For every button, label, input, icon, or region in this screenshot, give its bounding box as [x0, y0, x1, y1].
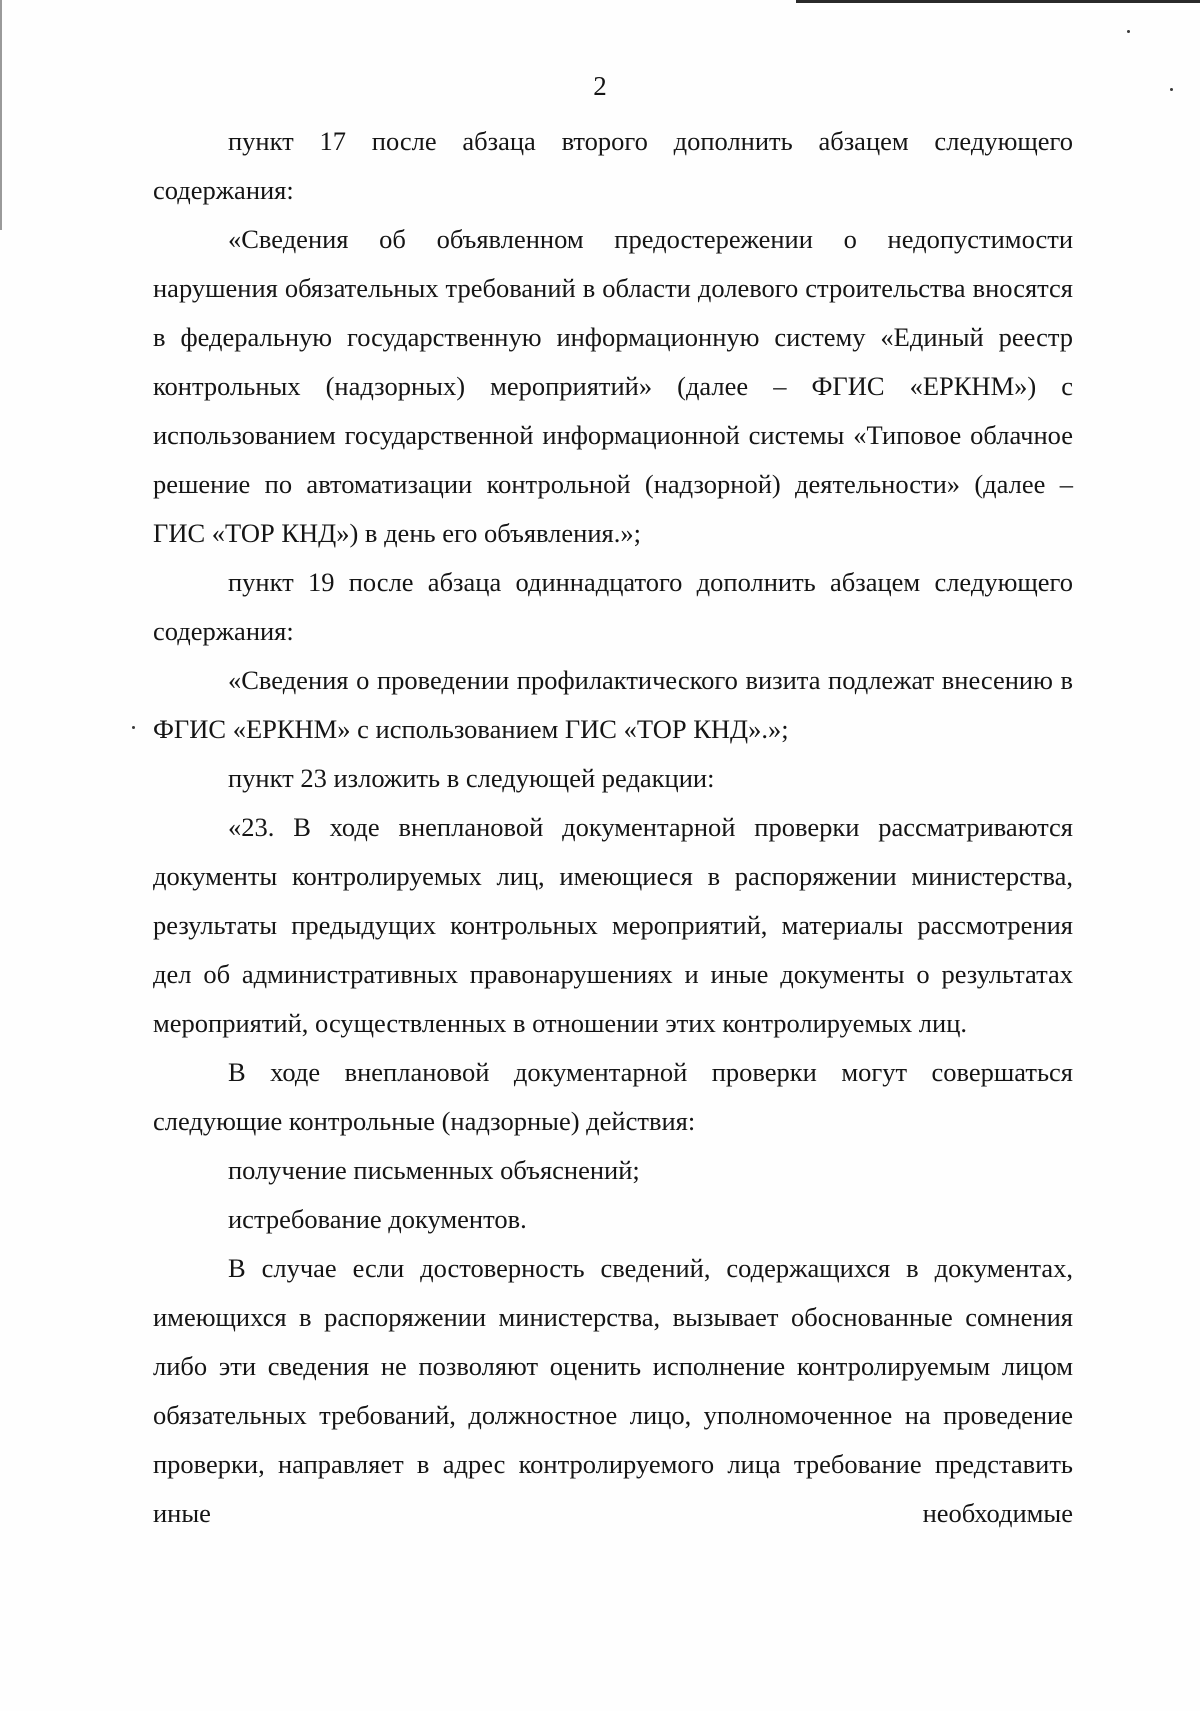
- scan-speck: [132, 726, 135, 729]
- paragraph: В ходе внеплановой документарной проверки могут совершаться следующие контрольные (надзорные) действия:: [153, 1057, 1073, 1136]
- paragraph: В случае если достоверность сведений, содержащихся в документах, имеющихся в распоряжении министерства, вызывает обоснованные сомнения либо эти сведения не позволяют оценить исполнение контролируемым лицом обязательных требований, должностное лицо, уполномоченное на проведение проверки, направляет в адрес контролируемого лица требование представить иные необходимые: [153, 1253, 1073, 1528]
- paragraph: «23. В ходе внеплановой документарной проверки рассматриваются документы контролируемых лиц, имеющиеся в распоряжении министерства, результаты предыдущих контрольных мероприятий, материалы рассмотрения дел об административных правонарушениях и иные документы о результатах мероприятий, осуществленных в отношении этих контролируемых лиц.: [153, 812, 1073, 1038]
- paragraph: пункт 19 после абзаца одиннадцатого дополнить абзацем следующего содержания:: [153, 567, 1073, 646]
- page-number: 2: [593, 71, 607, 101]
- paragraph: пункт 17 после абзаца второго дополнить абзацем следующего содержания:: [153, 126, 1073, 205]
- paragraph: пункт 23 изложить в следующей редакции:: [228, 763, 715, 793]
- document-body: [153, 117, 1073, 1538]
- scan-speck: [1127, 30, 1130, 33]
- scan-edge-shadow: [0, 0, 2, 230]
- paragraph: истребование документов.: [228, 1204, 527, 1234]
- paragraph: «Сведения о проведении профилактического визита подлежат внесению в ФГИС «ЕРКНМ» с использованием ГИС «ТОР КНД».»;: [153, 665, 1073, 744]
- paragraph: «Сведения об объявленном предостережении о недопустимости нарушения обязательных требований в области долевого строительства вносятся в федеральную государственную информационную систему «Единый реестр контрольных (надзорных) мероприятий» (далее – ФГИС «ЕРКНМ») с использованием государственной информационной системы «Типовое облачное решение по автоматизации контрольной (надзорной) деятельности» (далее – ГИС «ТОР КНД») в день его объявления.»;: [153, 224, 1073, 548]
- paragraph: получение письменных объяснений;: [228, 1155, 640, 1185]
- scan-border-line: [796, 0, 1200, 3]
